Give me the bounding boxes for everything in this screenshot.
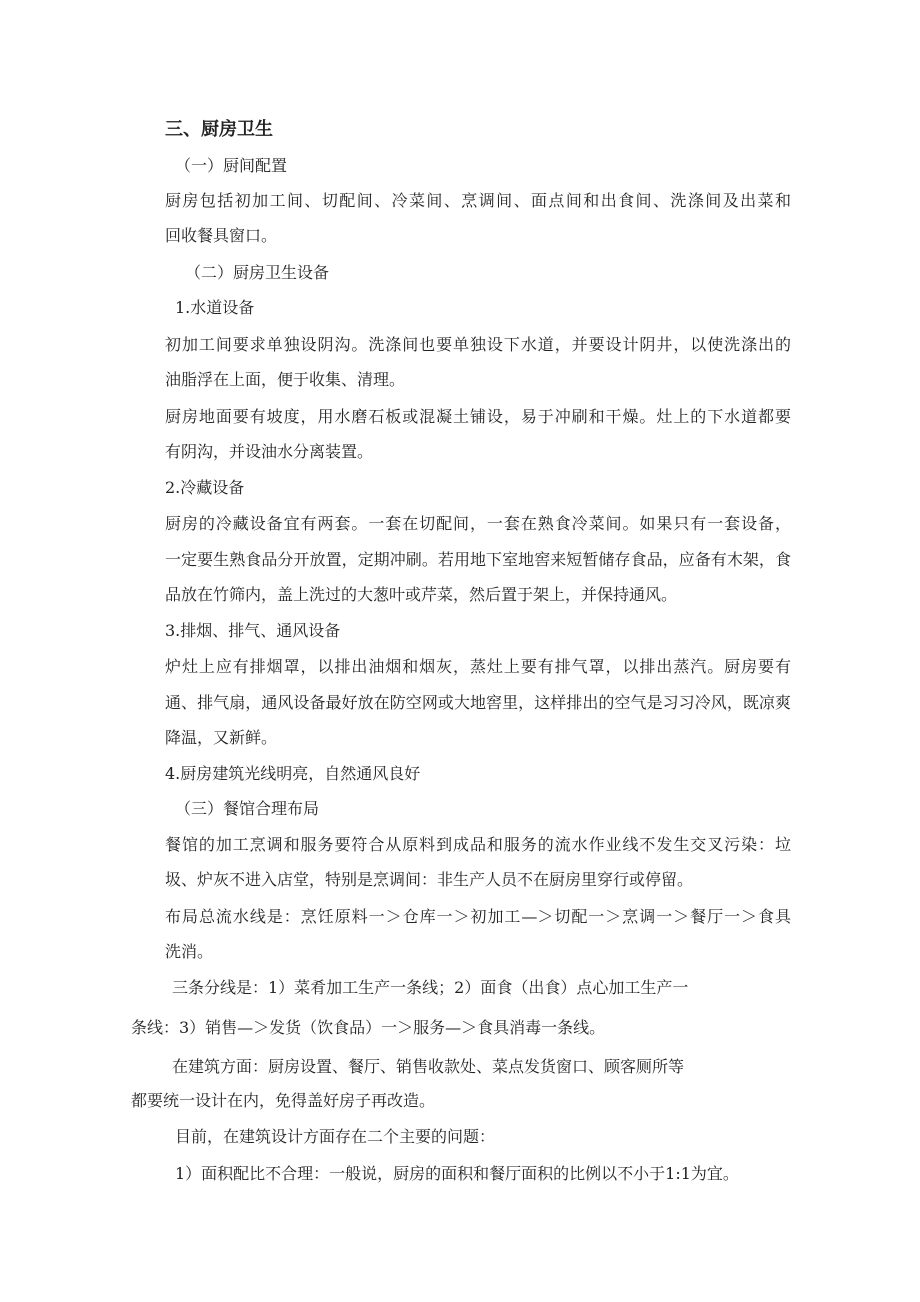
- paragraph-line: 降温，又新鲜。: [165, 728, 278, 747]
- paragraph-line: 条线：3）销售—＞发货（饮食品）一＞服务—＞食具消毒一条线。: [131, 1018, 606, 1037]
- paragraph-line: 厨房包括初加工间、切配间、冷菜间、烹调间、面点间和出食间、洗涤间及出菜和: [165, 191, 791, 210]
- paragraph-line: 品放在竹筛内，盖上洗过的大葱叶或芹菜，然后置于架上，并保持通风。: [165, 585, 678, 604]
- subsection-heading-2: （二）厨房卫生设备: [185, 263, 330, 282]
- paragraph-line: 厨房地面要有坡度，用水磨石板或混凝土铺设，易于冲刷和干燥。灶上的下水道都要: [165, 407, 791, 426]
- item-title-3: 3.排烟、排气、通风设备: [165, 621, 341, 640]
- item-title-4: 4.厨房建筑光线明亮，自然通风良好: [165, 764, 421, 783]
- section-title: 三、厨房卫生: [165, 119, 273, 140]
- paragraph-line: 目前，在建筑设计方面存在二个主要的问题：: [175, 1127, 496, 1146]
- paragraph-line: 洗消。: [165, 942, 214, 961]
- paragraph-line: 初加工间要求单独设阴沟。洗涤间也要单独设下水道，并要设计阴井，以使洗涤出的: [165, 335, 791, 354]
- paragraph-line: 都要统一设计在内，免得盖好房子再改造。: [131, 1091, 436, 1110]
- paragraph-line: 在建筑方面：厨房设置、餐厅、销售收款处、菜点发货窗口、顾客厕所等: [172, 1057, 685, 1076]
- paragraph-line: 有阴沟，并设油水分离装置。: [165, 442, 374, 461]
- paragraph-line: 回收餐具窗口。: [165, 226, 278, 245]
- paragraph-line: 厨房的冷藏设备宜有两套。一套在切配间，一套在熟食冷菜间。如果只有一套设备，: [165, 514, 791, 533]
- paragraph-line: 一定要生熟食品分开放置，定期冲刷。若用地下室地窖来短暂储存食品，应备有木架，食: [165, 550, 791, 569]
- paragraph-line: 1）面积配比不合理：一般说，厨房的面积和餐厅面积的比例以不小于1:1为宜。: [175, 1164, 739, 1183]
- paragraph-line: 通、排气扇，通风设备最好放在防空网或大地窖里，这样排出的空气是习习冷风，既凉爽: [165, 693, 791, 712]
- item-title-1: 1.水道设备: [175, 298, 255, 317]
- paragraph-line: 布局总流水线是：烹饪原料一＞仓库一＞初加工—＞切配一＞烹调一＞餐厅一＞食具: [165, 907, 791, 926]
- subsection-heading-1: （一）厨间配置: [175, 156, 288, 175]
- item-title-2: 2.冷藏设备: [165, 478, 245, 497]
- subsection-heading-3: （三）餐馆合理布局: [175, 799, 320, 818]
- paragraph-line: 圾、炉灰不进入店堂，特别是烹调间：非生产人员不在厨房里穿行或停留。: [165, 870, 694, 889]
- paragraph-line: 炉灶上应有排烟罩，以排出油烟和烟灰，蒸灶上要有排气罩，以排出蒸汽。厨房要有: [165, 657, 791, 676]
- paragraph-line: 油脂浮在上面，便于收集、清理。: [165, 370, 406, 389]
- paragraph-line: 三条分线是：1）菜肴加工生产一条线；2）面食（出食）点心加工生产一: [172, 978, 689, 997]
- paragraph-line: 餐馆的加工烹调和服务要符合从原料到成品和服务的流水作业线不发生交叉污染：垃: [165, 835, 791, 854]
